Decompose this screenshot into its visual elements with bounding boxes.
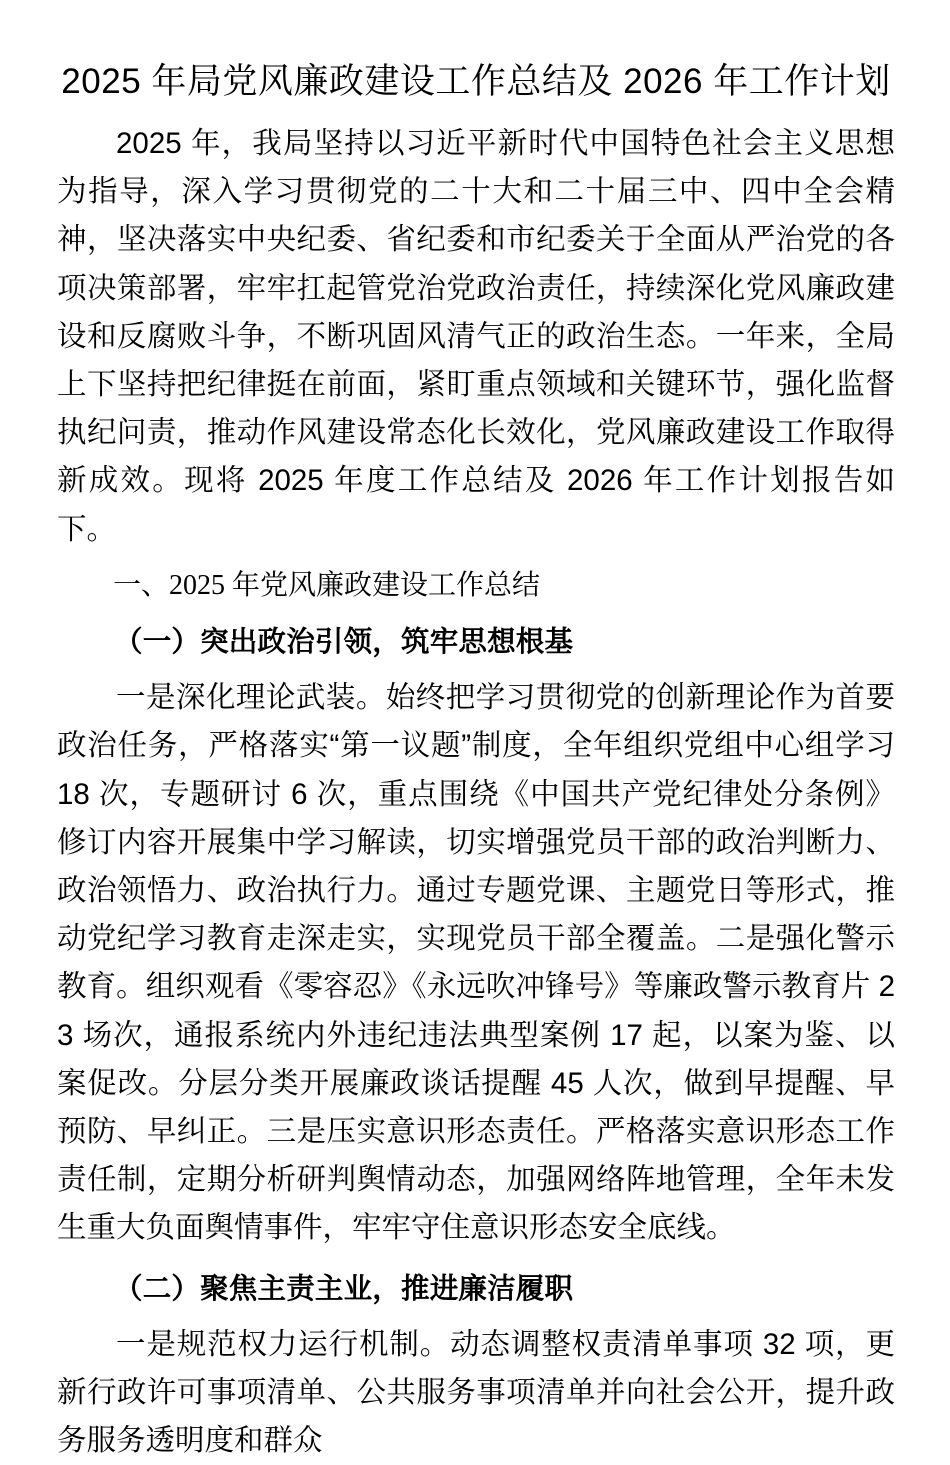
spacer <box>57 1253 895 1265</box>
spacer <box>57 610 895 618</box>
document-content <box>57 0 895 1465</box>
spacer <box>57 666 895 674</box>
intro-paragraph: 2025 年，我局坚持以习近平新时代中国特色社会主义思想为指导，深入学习贯彻党的二十大和二十届三中、四中全会精神，坚决落实中央纪委、省纪委和市纪委关于全面从严治党的各项决策部署，牢牢扛起管党治党政治责任，持续深化党风廉政建设和反腐败斗争，不断巩固风清气正的政治生态。一年来，全局上下坚持把纪律挺在前面，紧盯重点领域和关键环节，强化监督执纪问责，推动作风建设常态化长效化，党风廉政建设工作取得新成效。现将 2025 年度工作总结及 2026 年工作计划报告如下。 <box>57 127 895 546</box>
spacer <box>57 1313 895 1321</box>
subsection-2-heading: （二）聚焦主责主业，推进廉洁履职 <box>114 1272 574 1305</box>
subsection-1-body: 一是深化理论武装。始终把学习贯彻党的创新理论作为首要政治任务，严格落实“第一议题”制度，全年组织党组中心组学习 18 次，专题研讨 6 次，重点围绕《中国共产党纪律处分条例》修订内容开展集中学习解读，切实增强党员干部的政治判断力、政治领悟力、政治执行力。通过专题党课、主题党日等形式，推动党纪学习教育走深走实，实现党员干部全覆盖。二是强化警示教育。组织观看《零容忍》《永远吹冲锋号》等廉政警示教育片 23 场次，通报系统内外违纪违法典型案例 17 起，以案为鉴、以案促改。分层分类开展廉政谈话提醒 45 人次，做到早提醒、早预防、早纠正。三是压实意识形态责任。严格落实意识形态工作责任制，定期分析研判舆情动态，加强网络阵地管理，全年未发生重大负面舆情事件，牢牢守住意识形态安全底线。 <box>57 681 895 1245</box>
document-title: 2025 年局党风廉政建设工作总结及 2026 年工作计划 <box>61 62 891 101</box>
subsection-1-heading: （一）突出政治引领，筑牢思想根基 <box>114 626 574 659</box>
spacer <box>57 554 895 562</box>
subsection-2-body: 一是规范权力运行机制。动态调整权责清单事项 32 项，更新行政许可事项清单、公共服务事项清单并向社会公开，提升政务服务透明度和群众 <box>57 1327 895 1458</box>
section-1-heading: 一、2025 年党风廉政建设工作总结 <box>113 569 541 601</box>
